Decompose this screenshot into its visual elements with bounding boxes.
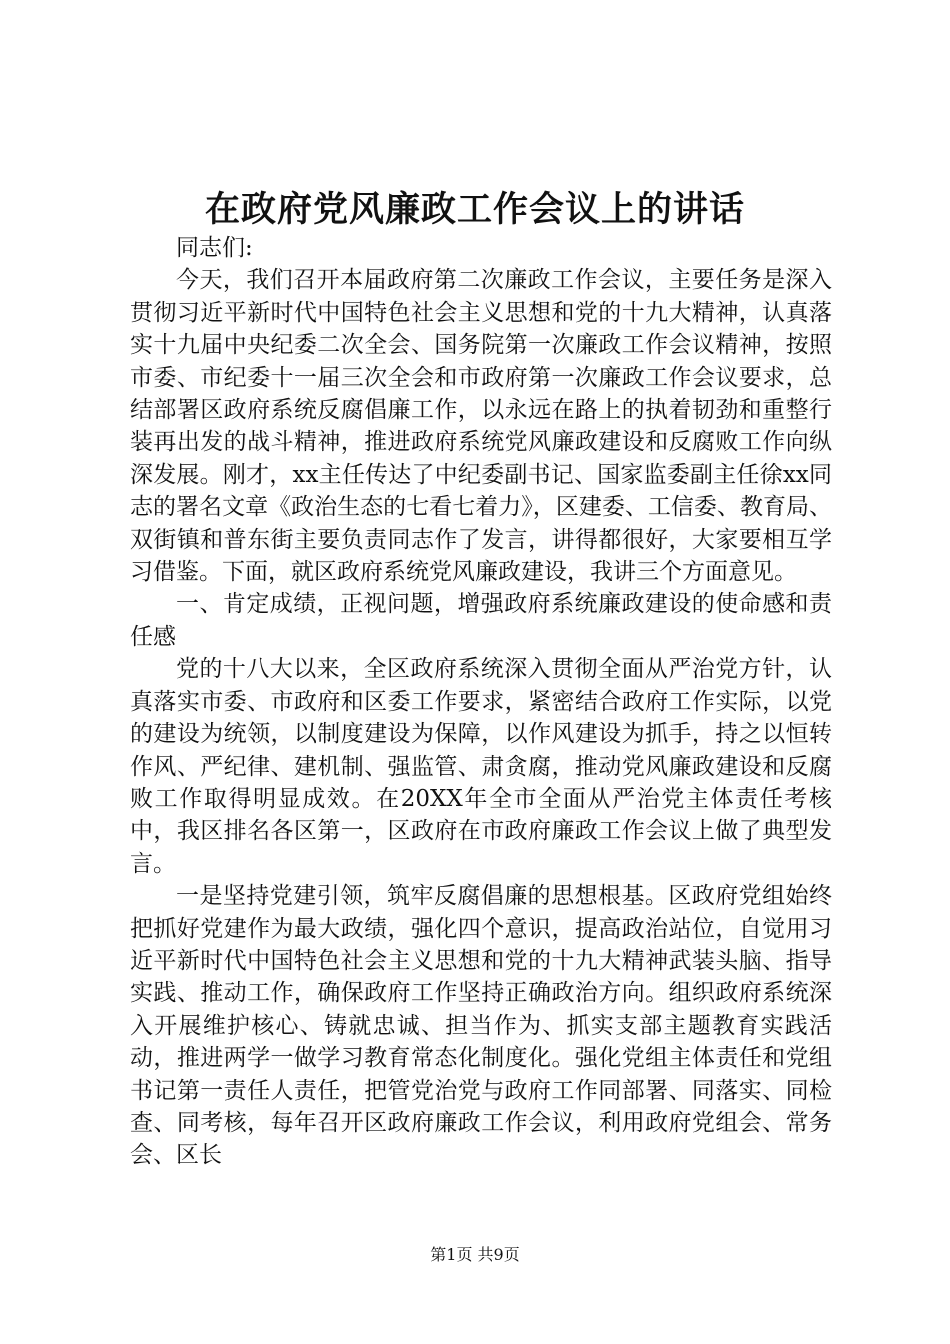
paragraph-intro: 今天，我们召开本届政府第二次廉政工作会议，主要任务是深入贯彻习近平新时代中国特色社会主义思想和党的十九大精神，认真落实十九届中央纪委二次全会、国务院第一次廉政工作会议精神，按照市委、市纪委十一届三次全会和市政府第一次廉政工作会议要求，总结部署区政府系统反腐倡廉工作，以永远在路上的执着韧劲和重整行装再出发的战斗精神，推进政府系统党风廉政建设和反腐败工作向纵深发展。刚才，xx主任传达了中纪委副书记、国家监委副主任徐xx同志的署名文章《政治生态的七看七着力》，区建委、工信委、教育局、双街镇和普东街主要负责同志作了发言，讲得都很好，大家要相互学习借鉴。下面，就区政府系统党风廉政建设，我讲三个方面意见。 bbox=[130, 267, 832, 586]
paragraph-point-1: 一是坚持党建引领，筑牢反腐倡廉的思想根基。区政府党组始终把抓好党建作为最大政绩，强化四个意识，提高政治站位，自觉用习近平新时代中国特色社会主义思想和党的十九大精神武装头脑、指导实践、推动工作，确保政府工作坚持正确政治方向。组织政府系统深入开展维护核心、铸就忠诚、担当作为、抓实支部主题教育实践活动，推进两学一做学习教育常态化制度化。强化党组主体责任和党组书记第一责任人责任，把管党治党与政府工作同部署、同落实、同检查、同考核，每年召开区政府廉政工作会议，利用政府党组会、常务会、区长 bbox=[130, 883, 832, 1169]
document-title: 在政府党风廉政工作会议上的讲话 bbox=[204, 189, 745, 230]
section-heading-1: 一、肯定成绩，正视问题，增强政府系统廉政建设的使命感和责任感 bbox=[130, 591, 832, 650]
document-body bbox=[130, 232, 832, 1172]
paragraph-achievements: 党的十八大以来，全区政府系统深入贯彻全面从严治党方针，认真落实市委、市政府和区委工作要求，紧密结合政府工作实际，以党的建设为统领，以制度建设为保障，以作风建设为抓手，持之以恒转作风、严纪律、建机制、强监管、肃贪腐，推动党风廉政建设和反腐败工作取得明显成效。在20XX年全市全面从严治党主体责任考核中，我区排名各区第一，区政府在市政府廉政工作会议上做了典型发言。 bbox=[130, 656, 832, 877]
salutation: 同志们: bbox=[176, 235, 253, 261]
page-number-footer: 第1页 共9页 bbox=[430, 1245, 520, 1264]
